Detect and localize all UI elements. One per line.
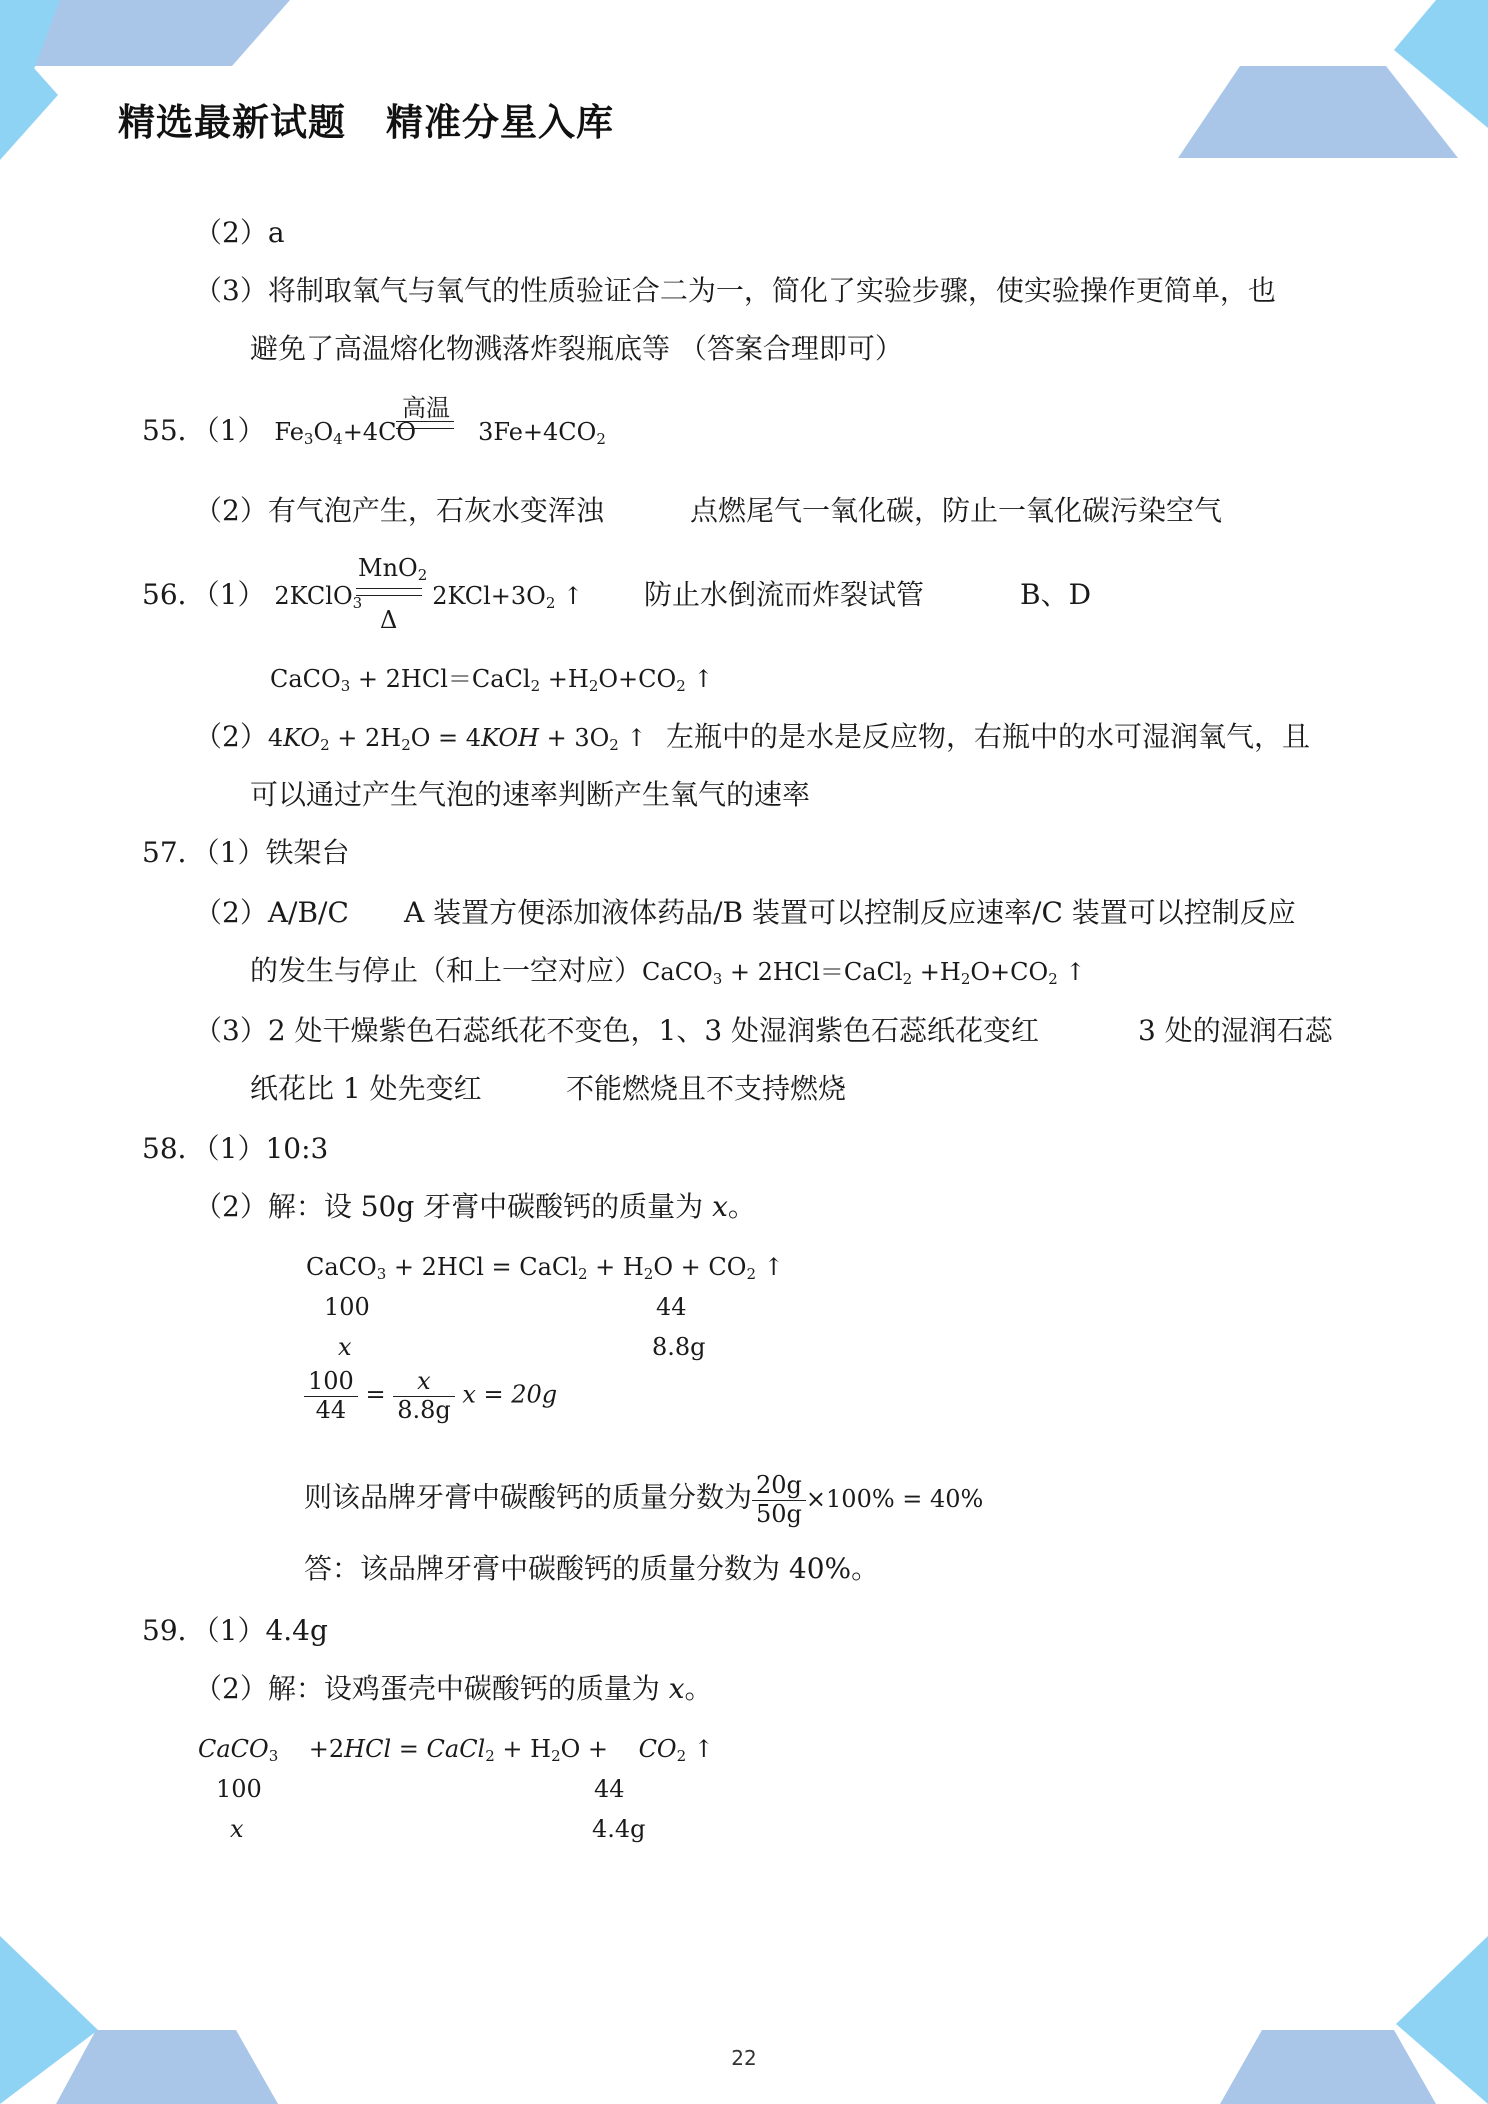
decor-top-right-trapezoid (1178, 66, 1458, 158)
answer-59-part2: （2）解：设鸡蛋壳中碳酸钙的质量为 x。 (194, 1672, 713, 1705)
answer-56-text-a: 防止水倒流而炸裂试管 (644, 578, 925, 611)
equation-55: $Fe_3O_4+4CO$ $3Fe+4CO_2$ (274, 418, 606, 448)
answer-56-part1: 56．（1） 2KClO$_3$ $2KCl+3O_2$ ↑ (142, 578, 584, 612)
mass-caco3: 100 (324, 1293, 370, 1321)
answer-58-part1: 58．（1）10:3 (142, 1132, 329, 1165)
equation-56-double-line (356, 588, 422, 596)
var-x: x (338, 1333, 352, 1361)
equation-55-double-line (396, 421, 454, 429)
answer-56-part2-text2: 可以通过产生气泡的速率判断产生氧气的速率 (250, 778, 811, 811)
equation-caco3-hcl: CaCO$_3$ + 2HCl＝CaCl$_2$ $+H_2O+CO_2$ ↑ (270, 665, 714, 695)
answer-56-part2: $(2)4KO_2 + 2H_2O = 4KOH + 3O_2$ ↑ (194, 720, 647, 754)
value-co2: 8.8g (652, 1333, 706, 1361)
header-title: 精选最新试题 精准分星入库 (118, 101, 614, 144)
answer-57-part3-line2-a: 纸花比 1 处先变红 (250, 1072, 482, 1105)
answer-55-part2-b: 点燃尾气一氧化碳，防止一氧化碳污染空气 (690, 494, 1223, 527)
answer-54-part3-line1: （3）将制取氧气与氧气的性质验证合二为一，简化了实验步骤，使实验操作更简单，也 (194, 274, 1276, 307)
equation-56-heat: Δ (380, 606, 398, 634)
equation-56-catalyst: MnO$_2$ (358, 554, 428, 584)
mass-co2: 44 (656, 1293, 687, 1321)
answer-59-part1: 59．（1）4.4g (142, 1614, 328, 1647)
mass-co2-59: 44 (594, 1775, 625, 1803)
equation-56: 2KClO$_3$ $2KCl+3O_2$ ↑ (274, 582, 584, 612)
equation-55-condition: 高温 (402, 394, 450, 422)
answer-55-part1: 55．（1） $Fe_3O_4+4CO$ $3Fe+4CO_2$ (142, 414, 606, 448)
answer-56-text-b: B、D (1020, 578, 1092, 611)
mass-caco3-59: 100 (216, 1775, 262, 1803)
answer-54-part3-line2: 避免了高温熔化物溅落炸裂瓶底等 （答案合理即可） (250, 332, 903, 365)
percentage-line: 则该品牌牙膏中碳酸钙的质量分数为 $\frac{20g}{50g}$ ×100% = 40% (304, 1471, 984, 1528)
equation-58: CaCO$_3$ + 2HCl = CaCl$_2$ + $H_2O + CO_2$ ↑ (306, 1253, 784, 1283)
var-x-59: x (230, 1815, 244, 1843)
answer-58-conclusion: 答：该品牌牙膏中碳酸钙的质量分数为 40%。 (304, 1552, 880, 1585)
answer-57-part2-line2: 的发生与停止（和上一空对应）CaCO$_3$ + 2HCl＝CaCl$_2$ $+H_2O+CO_2$ ↑ (250, 954, 1086, 988)
answer-57-part3-b: 3 处的湿润石蕊 (1138, 1014, 1333, 1047)
answer-57-part3-a: （3）2 处干燥紫色石蕊纸花不变色，1、3 处湿润紫色石蕊纸花变红 (194, 1014, 1040, 1047)
answer-57-part2-b: A 装置方便添加液体药品/B 装置可以控制反应速率/C 装置可以控制反应 (404, 896, 1296, 929)
equation-59: CaCO$_3$ +2HCl = CaCl$_2$ + $H_2O$ + $CO_2$ ↑ (198, 1735, 714, 1765)
answer-57-part1: 57．（1）铁架台 (142, 836, 350, 869)
ratio-equation: $\frac{100}{44}$ = $\frac{x}{8.8g}$ x = 20g (304, 1368, 557, 1424)
value-co2-59: 4.4g (592, 1815, 646, 1843)
answer-54-part2: （2）a (194, 216, 285, 249)
page-number: 22 (731, 2046, 757, 2070)
answer-58-part2: （2）解：设 50g 牙膏中碳酸钙的质量为 x。 (194, 1190, 756, 1223)
answer-57-part2-a: （2）A/B/C (194, 896, 349, 929)
answer-55-part2-a: （2）有气泡产生，石灰水变浑浊 (194, 494, 604, 527)
answer-57-part3-line2-b: 不能燃烧且不支持燃烧 (566, 1072, 847, 1105)
answer-56-part2-text1: 左瓶中的是水是反应物，右瓶中的水可湿润氧气，且 (666, 720, 1311, 753)
